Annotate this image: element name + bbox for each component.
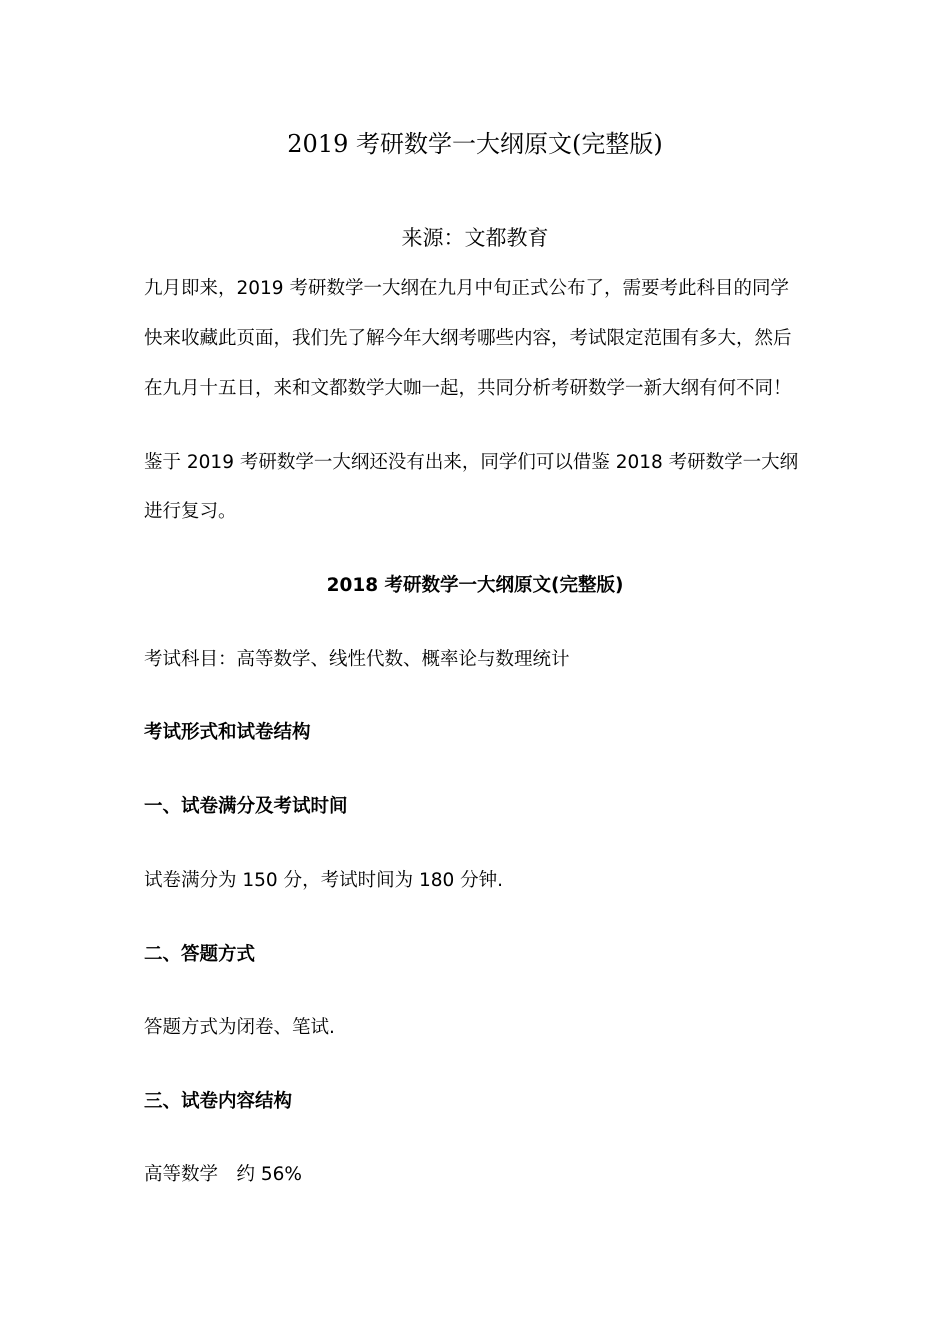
intro-line-1: 九月即来，2019 考研数学一大纲在九月中旬正式公布了，需要考此科目的同学 xyxy=(144,278,789,299)
exam-subjects: 考试科目：高等数学、线性代数、概率论与数理统计 xyxy=(144,649,570,670)
note-line-2: 进行复习。 xyxy=(144,501,237,522)
heading-score-time: 一、试卷满分及考试时间 xyxy=(144,796,348,817)
intro-line-3: 在九月十五日，来和文都数学大咖一起，共同分析考研数学一新大纲有何不同！ xyxy=(144,378,792,399)
source-line: 来源：文都教育 xyxy=(401,226,549,250)
intro-line-2: 快来收藏此页面，我们先了解今年大纲考哪些内容，考试限定范围有多大，然后 xyxy=(144,328,792,349)
section-title: 2018 考研数学一大纲原文(完整版) xyxy=(326,575,624,596)
note-line-1: 鉴于 2019 考研数学一大纲还没有出来，同学们可以借鉴 2018 考研数学一大纲 xyxy=(144,452,799,473)
answer-method-text: 答题方式为闭卷、笔试. xyxy=(144,1017,335,1038)
score-time-text: 试卷满分为 150 分，考试时间为 180 分钟. xyxy=(144,870,504,891)
document-title: 2019 考研数学一大纲原文(完整版) xyxy=(287,130,663,158)
heading-answer-method: 二、答题方式 xyxy=(144,944,256,965)
heading-content-structure: 三、试卷内容结构 xyxy=(144,1091,293,1112)
structure-heading: 考试形式和试卷结构 xyxy=(144,722,311,743)
content-structure-text: 高等数学 约 56% xyxy=(144,1164,303,1185)
